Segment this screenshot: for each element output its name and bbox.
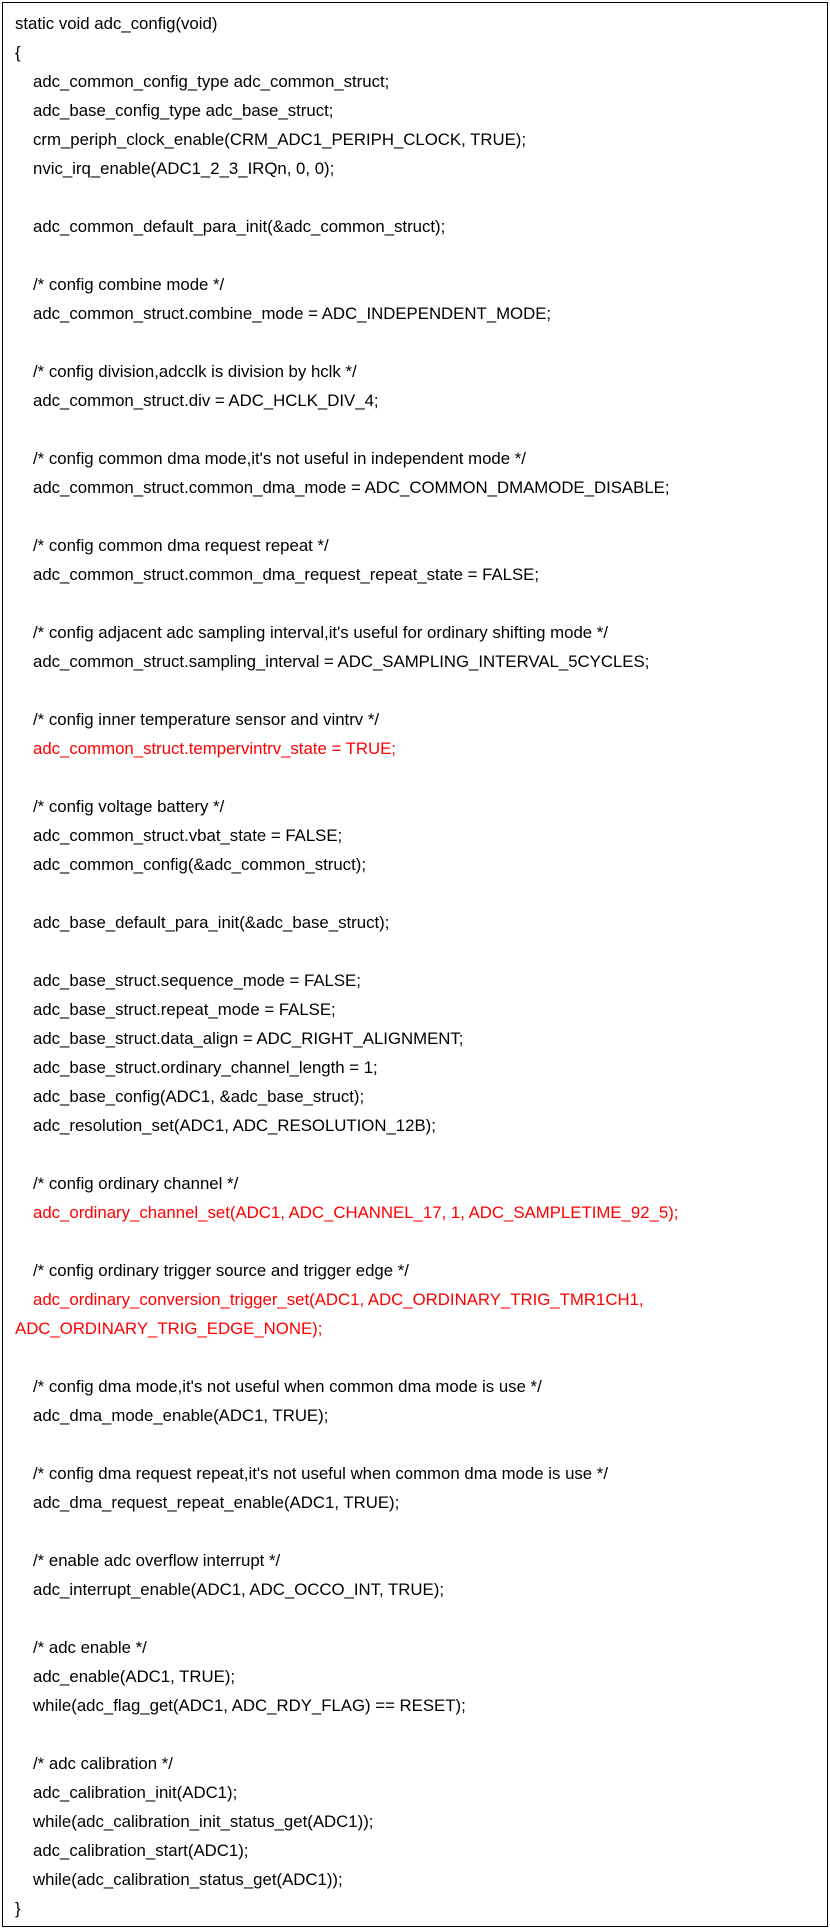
code-line: adc_base_default_para_init(&adc_base_struct); (33, 913, 390, 932)
highlighted-code-line: ADC_ORDINARY_TRIG_EDGE_NONE); (15, 1319, 323, 1338)
blank-line (3, 183, 827, 212)
blank-line (3, 1343, 827, 1372)
code-line: /* config inner temperature sensor and vintrv */ (33, 710, 380, 729)
code-line: adc_common_config_type adc_common_struct; (33, 72, 390, 91)
blank-line (3, 415, 827, 444)
blank-line (3, 1430, 827, 1459)
code-line: /* config combine mode */ (33, 275, 225, 294)
code-line: /* config ordinary channel */ (33, 1174, 239, 1193)
code-line: adc_enable(ADC1, TRUE); (33, 1667, 236, 1686)
blank-line (3, 1604, 827, 1633)
code-line: adc_common_struct.div = ADC_HCLK_DIV_4; (33, 391, 379, 410)
code-line: /* config voltage battery */ (33, 797, 225, 816)
code-line: { (15, 43, 21, 62)
code-line: nvic_irq_enable(ADC1_2_3_IRQn, 0, 0); (33, 159, 335, 178)
code-line: adc_common_struct.vbat_state = FALSE; (33, 826, 343, 845)
blank-line (3, 676, 827, 705)
code-line: /* adc calibration */ (33, 1754, 173, 1773)
code-line: adc_base_struct.sequence_mode = FALSE; (33, 971, 361, 990)
blank-line (3, 1517, 827, 1546)
code-line: /* adc enable */ (33, 1638, 147, 1657)
code-line: /* config common dma request repeat */ (33, 536, 329, 555)
code-line: adc_common_config(&adc_common_struct); (33, 855, 366, 874)
code-line: while(adc_calibration_status_get(ADC1)); (33, 1870, 343, 1889)
highlighted-code-line: adc_common_struct.tempervintrv_state = TRUE; (33, 739, 396, 758)
code-line: adc_dma_request_repeat_enable(ADC1, TRUE); (33, 1493, 400, 1512)
blank-line (3, 589, 827, 618)
code-line: adc_base_struct.repeat_mode = FALSE; (33, 1000, 336, 1019)
code-line: /* config division,adcclk is division by hclk */ (33, 362, 357, 381)
code-line: adc_common_struct.sampling_interval = ADC_SAMPLING_INTERVAL_5CYCLES; (33, 652, 650, 671)
code-line: static void adc_config(void) (15, 14, 218, 33)
code-line: /* enable adc overflow interrupt */ (33, 1551, 281, 1570)
blank-line (3, 1140, 827, 1169)
code-line: adc_common_default_para_init(&adc_common_struct); (33, 217, 446, 236)
code-line: while(adc_calibration_init_status_get(ADC1)); (33, 1812, 374, 1831)
code-line: adc_base_struct.data_align = ADC_RIGHT_ALIGNMENT; (33, 1029, 464, 1048)
blank-line (3, 879, 827, 908)
code-line: adc_base_config_type adc_base_struct; (33, 101, 334, 120)
code-line: adc_base_struct.ordinary_channel_length = 1; (33, 1058, 378, 1077)
code-line: adc_interrupt_enable(ADC1, ADC_OCCO_INT, TRUE); (33, 1580, 444, 1599)
code-line: adc_calibration_init(ADC1); (33, 1783, 238, 1802)
blank-line (3, 763, 827, 792)
code-line: adc_dma_mode_enable(ADC1, TRUE); (33, 1406, 329, 1425)
code-line: adc_common_struct.combine_mode = ADC_INDEPENDENT_MODE; (33, 304, 552, 323)
code-line: } (15, 1899, 21, 1918)
code-line: adc_resolution_set(ADC1, ADC_RESOLUTION_12B); (33, 1116, 436, 1135)
blank-line (3, 1720, 827, 1749)
code-line: /* config ordinary trigger source and trigger edge */ (33, 1261, 409, 1280)
blank-line (3, 937, 827, 966)
blank-line (3, 502, 827, 531)
code-line: adc_calibration_start(ADC1); (33, 1841, 249, 1860)
code-line: while(adc_flag_get(ADC1, ADC_RDY_FLAG) == RESET); (33, 1696, 466, 1715)
code-line: /* config dma request repeat,it's not useful when common dma mode is use */ (33, 1464, 608, 1483)
code-line: adc_base_config(ADC1, &adc_base_struct); (33, 1087, 365, 1106)
code-line: /* config dma mode,it's not useful when common dma mode is use */ (33, 1377, 542, 1396)
code-line: crm_periph_clock_enable(CRM_ADC1_PERIPH_CLOCK, TRUE); (33, 130, 527, 149)
code-listing (2, 2, 828, 1927)
blank-line (3, 241, 827, 270)
highlighted-code-line: adc_ordinary_conversion_trigger_set(ADC1, ADC_ORDINARY_TRIG_TMR1CH1, (33, 1290, 644, 1309)
blank-line (3, 1227, 827, 1256)
code-line: /* config adjacent adc sampling interval,it's useful for ordinary shifting mode */ (33, 623, 608, 642)
highlighted-code-line: adc_ordinary_channel_set(ADC1, ADC_CHANNEL_17, 1, ADC_SAMPLETIME_92_5); (33, 1203, 679, 1222)
blank-line (3, 328, 827, 357)
code-line: /* config common dma mode,it's not useful in independent mode */ (33, 449, 526, 468)
code-line: adc_common_struct.common_dma_mode = ADC_COMMON_DMAMODE_DISABLE; (33, 478, 670, 497)
code-line: adc_common_struct.common_dma_request_repeat_state = FALSE; (33, 565, 540, 584)
